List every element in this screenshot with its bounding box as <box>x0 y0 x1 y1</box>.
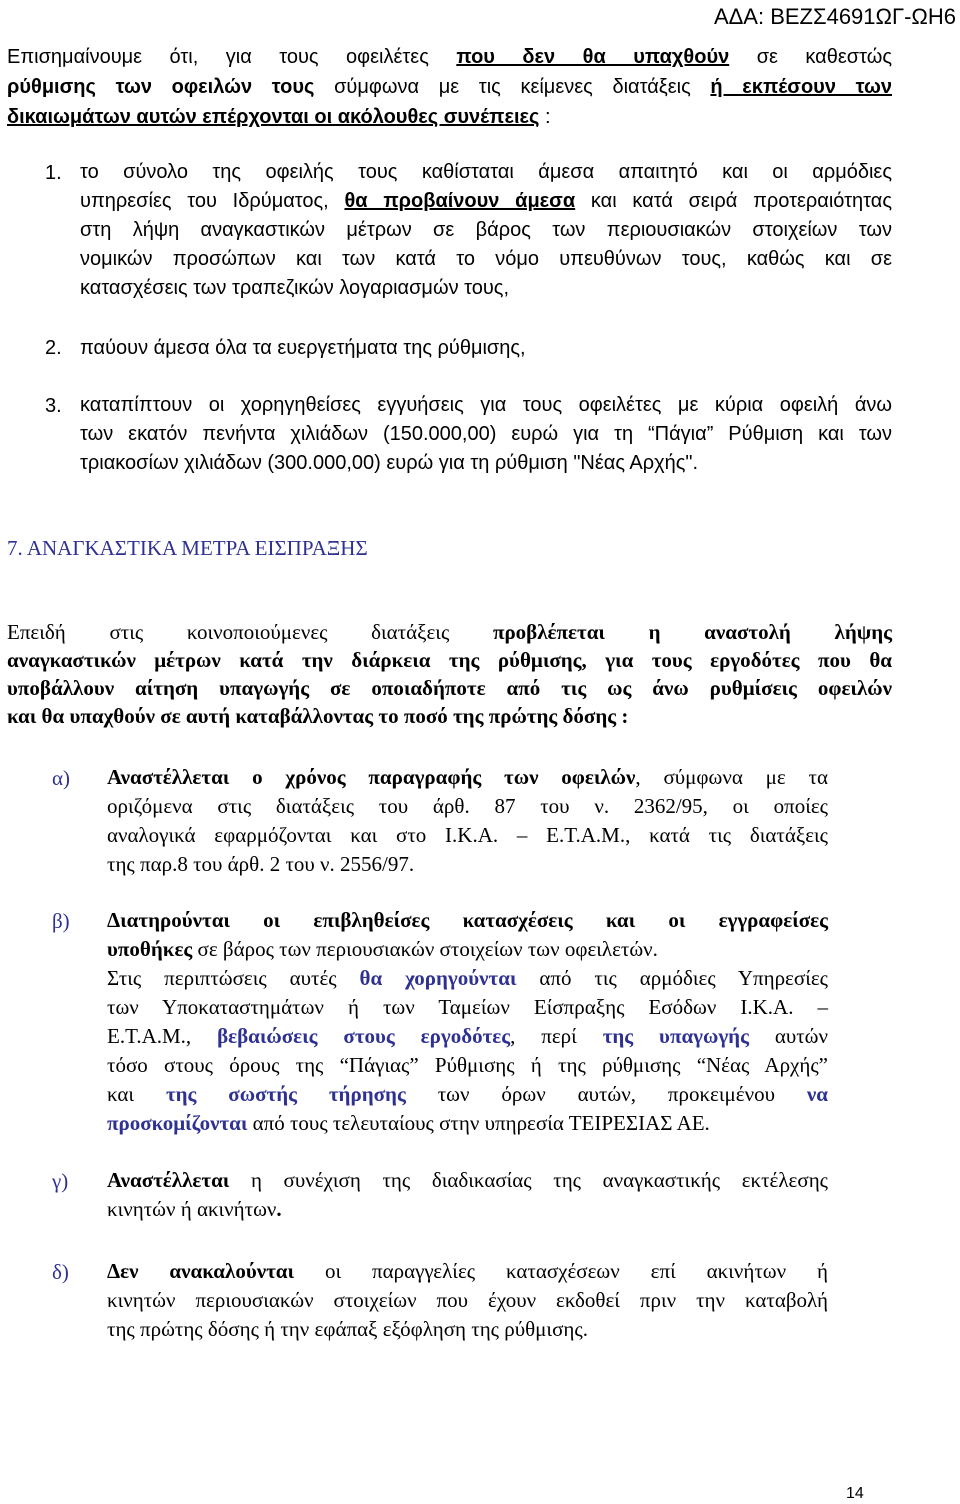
page-number: 14 <box>846 1485 864 1502</box>
measures-paragraph: Επειδή στις κοινοποιούμενες διατάξεις προβλέπεται η αναστολή λήψης αναγκαστικών μέτρων κατά την διάρκεια της ρύθμισης, για τους εργοδότες που θα υποβάλλουν αίτηση υπαγωγής σε οποιαδήποτε από τις ως άνω ρυθμίσεις οφειλών και θα υπαχθούν σε αυτή καταβάλλοντας το ποσό της πρώτης δόσης : <box>7 620 892 728</box>
item-2-text: παύουν άμεσα όλα τα ευεργετήματα της ρύθμισης, <box>80 337 526 359</box>
item-b-text: Διατηρούνται οι επιβληθείσες κατασχέσεις και οι εγγραφείσες υποθήκες σε βάρος των περιουσιακών στοιχείων των οφειλετών. Στις περιπτώσεις αυτές θα χορηγούνται από τις αρμόδιες Υπηρεσίες των Υποκαταστημάτων ή των Ταμείων Είσπραξης Εσόδων Ι.Κ.Α. – Ε.Τ.Α.Μ., βεβαιώσεις στους εργοδότες, περί της υπαγωγής αυτών τόσο στους όρους της “Πάγιας” Ρύθμισης ή της ρύθμισης “Νέας Αρχής” και της σωστής τήρησης των όρων αυτών, προκειμένου να προσκομίζονται από τους τελευταίους στην υπηρεσία ΤΕΙΡΕΣΙΑΣ ΑΕ. <box>107 908 828 1135</box>
item-b-marker: β) <box>52 909 70 933</box>
item-3-text: καταπίπτουν οι χορηγηθείσες εγγυήσεις για τους οφειλέτες με κύρια οφειλή άνω των εκατόν πενήντα χιλιάδων (150.000,00) ευρώ για τη “Πάγια” Ρύθμιση και των τριακοσίων χιλιάδων (300.000,00) ευρώ για τη ρύθμιση "Νέας Αρχής". <box>80 394 892 474</box>
intro-line-3: δικαιωμάτων αυτών επέρχονται οι ακόλουθες συνέπειες : <box>7 106 551 128</box>
item-d-text: Δεν ανακαλούνται οι παραγγελίες κατασχέσεων επί ακινήτων ή κινητών περιουσιακών στοιχείων που έχουν εκδοθεί πριν την καταβολή της πρώτης δόσης ή την εφάπαξ εξόφληση της ρύθμισης. <box>107 1259 828 1341</box>
item-2-number: 2. <box>45 337 62 359</box>
item-3-number: 3. <box>45 395 62 417</box>
item-d-marker: δ) <box>52 1260 69 1284</box>
item-c-text: Αναστέλλεται η συνέχιση της διαδικασίας της αναγκαστικής εκτέλεσης κινητών ή ακινήτων. <box>107 1168 828 1221</box>
intro-line-1: Επισημαίνουμε ότι, για τους οφειλέτες που δεν θα υπαχθούν σε καθεστώς <box>7 46 892 68</box>
item-1-number: 1. <box>45 162 62 184</box>
item-1-text: το σύνολο της οφειλής τους καθίσταται άμεσα απαιτητό και οι αρμόδιες υπηρεσίες του Ιδρύματος, θα προβαίνουν άμεσα και κατά σειρά προτεραιότητας στη λήψη αναγκαστικών μέτρων σε βάρος των περιουσιακών στοιχείων των νομικών προσώπων και των κατά το νόμο υπευθύνων τους, καθώς και σε κατασχέσεις των τραπεζικών λογαριασμών τους, <box>80 161 892 299</box>
item-a-marker: α) <box>52 766 70 790</box>
intro-paragraph <box>7 42 892 132</box>
section-heading: 7. ΑΝΑΓΚΑΣΤΙΚΑ ΜΕΤΡΑ ΕΙΣΠΡΑΞΗΣ <box>7 536 368 560</box>
item-c-marker: γ) <box>52 1169 69 1193</box>
ada-code: ΑΔΑ: ΒΕΖΣ4691ΩΓ-ΩΗ6 <box>713 4 956 29</box>
item-a-text: Αναστέλλεται ο χρόνος παραγραφής των οφειλών, σύμφωνα με τα οριζόμενα στις διατάξεις του άρθ. 87 του ν. 2362/95, οι οποίες αναλογικά εφαρμόζονται και στο Ι.Κ.Α. – Ε.Τ.Α.Μ., κατά τις διατάξεις της παρ.8 του άρθ. 2 του ν. 2556/97. <box>107 765 828 876</box>
intro-line-2: ρύθμισης των οφειλών τους σύμφωνα με τις κείμενες διατάξεις ή εκπέσουν των <box>7 76 893 98</box>
